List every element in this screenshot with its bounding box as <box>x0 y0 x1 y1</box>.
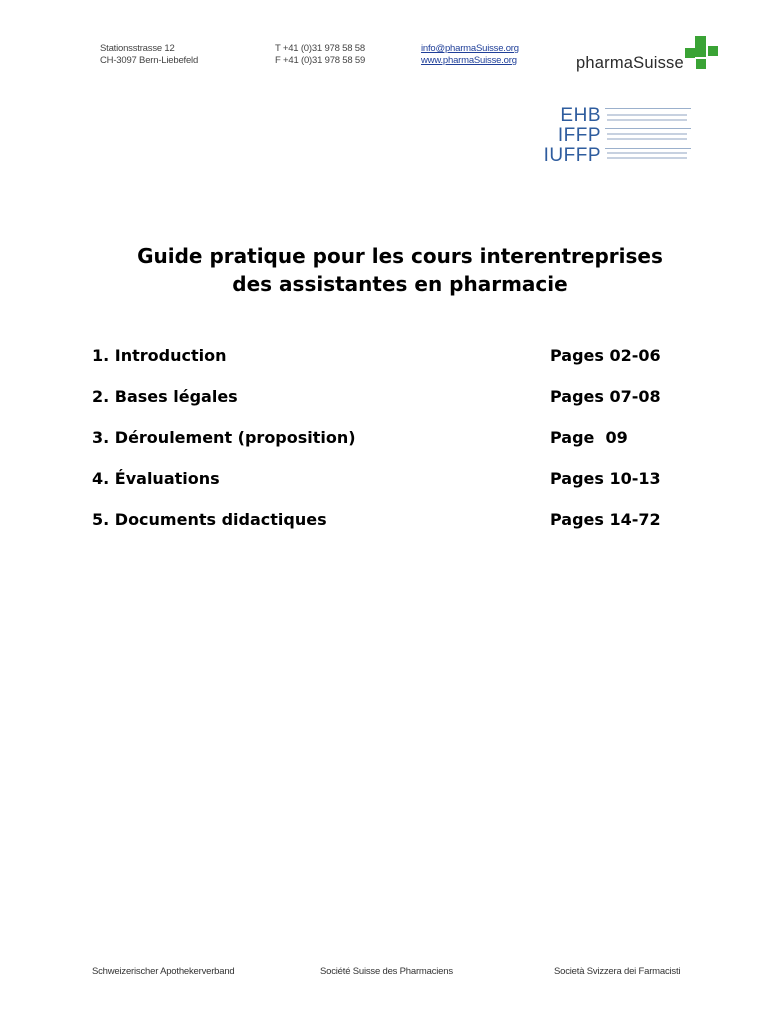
title-line-2: des assistantes en pharmacie <box>232 272 568 296</box>
ehb-letters <box>527 106 601 166</box>
toc-item-pages: Pages 07-08 <box>550 387 661 406</box>
address-city: CH-3097 Bern-Liebefeld <box>100 55 199 66</box>
footer-name-it: Società Svizzera dei Farmacisti <box>554 966 681 977</box>
footer-name-de: Schweizerischer Apothekerverband <box>92 966 235 977</box>
ehb-fine-print <box>607 133 687 135</box>
phone-number: T +41 (0)31 978 58 58 <box>275 43 365 54</box>
header-contact <box>275 43 365 67</box>
toc-item-pages: Pages 02-06 <box>550 346 661 365</box>
website-link[interactable]: www.pharmaSuisse.org <box>421 55 517 66</box>
pharmacy-cross-icon <box>683 34 720 71</box>
toc-item-label: 4. Évaluations <box>92 469 220 488</box>
ehb-logo <box>527 106 697 168</box>
fax-number: F +41 (0)31 978 58 59 <box>275 55 366 66</box>
address-street: Stationsstrasse 12 <box>100 43 175 54</box>
ehb-fine-print <box>607 114 687 116</box>
pharmasuisse-logo <box>576 34 721 74</box>
ehb-letters-fr: IFFP <box>557 125 601 146</box>
toc-item-pages: Pages 14-72 <box>550 510 661 529</box>
ehb-letters-it: IUFFP <box>543 145 601 166</box>
document-title <box>0 242 770 298</box>
header-web <box>421 43 519 67</box>
ehb-fine-print <box>607 152 687 154</box>
table-of-contents <box>92 346 692 551</box>
ehb-fine-print <box>607 119 687 121</box>
footer-name-fr: Société Suisse des Pharmaciens <box>320 966 453 977</box>
toc-item-deroulement <box>92 428 692 469</box>
toc-item-label: 1. Introduction <box>92 346 227 365</box>
toc-item-label: 5. Documents didactiques <box>92 510 327 529</box>
ehb-fine-print <box>607 138 687 140</box>
title-line-1: Guide pratique pour les cours interentreprises <box>137 244 663 268</box>
toc-item-evaluations <box>92 469 692 510</box>
toc-item-documents <box>92 510 692 551</box>
header-address <box>100 43 198 67</box>
email-link[interactable]: info@pharmaSuisse.org <box>421 43 519 54</box>
toc-item-introduction <box>92 346 692 387</box>
ehb-fine-print <box>607 157 687 159</box>
toc-item-pages: Page 09 <box>550 428 628 447</box>
toc-item-label: 2. Bases légales <box>92 387 238 406</box>
ehb-letters-de: EHB <box>560 105 601 126</box>
logo-wordmark: pharmaSuisse <box>576 54 684 72</box>
toc-item-pages: Pages 10-13 <box>550 469 661 488</box>
toc-item-label: 3. Déroulement (proposition) <box>92 428 356 447</box>
toc-item-bases-legales <box>92 387 692 428</box>
